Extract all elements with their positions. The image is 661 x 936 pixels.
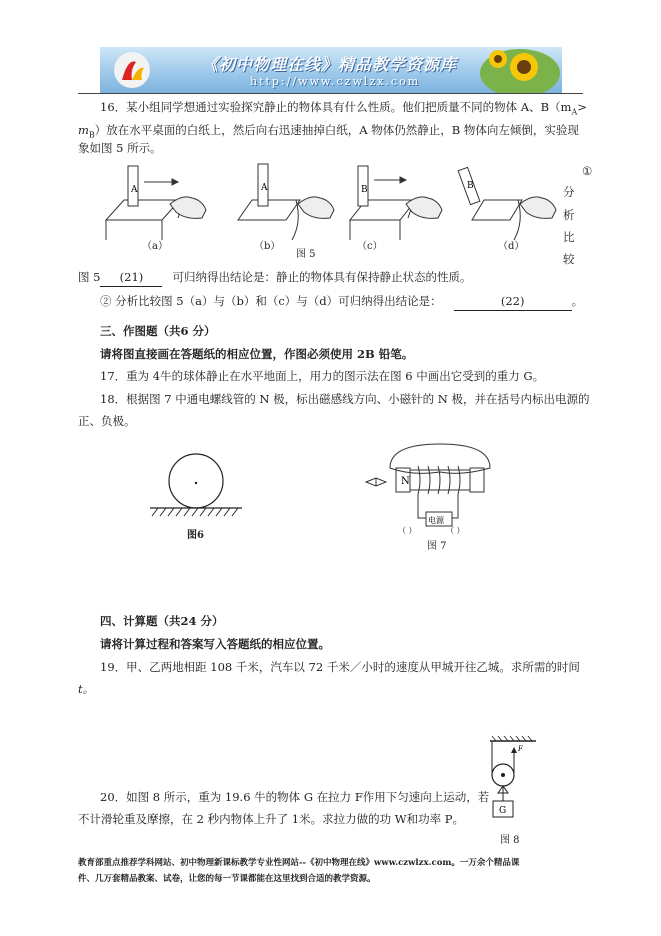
fig8-caption: 图 8: [500, 835, 520, 846]
block-b-label-c: B: [361, 185, 368, 195]
header-title: 《初中物理在线》精品教学资源库: [202, 55, 458, 74]
q19-line1: 19．甲、乙两地相距 108 千米，汽车以 72 千米／小时的速度从甲城开往乙城。求所需的时间: [100, 660, 580, 674]
q16-line1: [100, 98, 587, 121]
fig5d: [458, 167, 556, 240]
fig8-f-label: F: [518, 745, 523, 753]
figure-8: [484, 735, 544, 830]
fig7-paren-left: （ ）: [398, 526, 417, 535]
fig7-paren-right: （ ）: [446, 526, 465, 535]
fig5-label-d: （d）: [498, 241, 525, 252]
q16-m: m: [78, 123, 89, 137]
header-banner: [100, 47, 562, 93]
fig5c: [350, 166, 442, 240]
q16-line1-text: 16．某小组同学想通过实验探究静止的物体具有什么性质。他们把质量不同的物体 A、B（m: [100, 100, 572, 114]
q16-line4-prefix: 图 5: [78, 270, 101, 284]
q16-line4-suffix: 可归纳得出结论是：静止的物体具有保持静止状态的性质。: [172, 270, 472, 284]
q19-line2: t。: [78, 682, 95, 696]
section3-heading: 三、作图题（共6 分）: [100, 324, 216, 338]
q20-line1: 20．如图 8 所示，重为 19.6 牛的物体 G 在拉力 F作用下匀速向上运动，若: [100, 790, 490, 804]
q18-line2: 正、负极。: [78, 414, 136, 428]
figure-6: [148, 452, 244, 522]
circled-one: ①: [582, 164, 593, 178]
q16-sub-a: A: [571, 107, 578, 117]
figure-7: [362, 440, 494, 538]
section4-heading: 四、计算题（共24 分）: [100, 614, 224, 628]
figure-5: [100, 158, 560, 258]
fig8-g-label: G: [499, 806, 507, 816]
fig5a: [106, 166, 206, 240]
fig6-caption: 图6: [187, 530, 204, 541]
block-b-label-d: B: [467, 181, 474, 191]
fig5-label-a: （a）: [142, 241, 168, 252]
logo-icon: [112, 50, 152, 90]
q16-line2-text: ）放在水平桌面的白纸上，然后向右迅速抽掉白纸，A 物体仍然静止，B 物体向左倾倒，实验现: [94, 123, 579, 137]
q18-line1: 18．根据图 7 中通电螺线管的 N 极，标出磁感线方向、小磁针的 N 极，并在括号内标出电源的: [100, 392, 590, 406]
side-char-4: 较: [563, 252, 575, 266]
header-url: http://www.czwlzx.com: [250, 75, 421, 88]
section4-instruction: 请将计算过程和答案写入答题纸的相应位置。: [100, 637, 330, 651]
fig5-caption: 图 5: [296, 249, 316, 260]
section3-instruction: 请将图直接画在答题纸的相应位置，作图必须使用 2B 铅笔。: [100, 347, 414, 361]
side-char-2: 析: [563, 208, 575, 222]
fig7-n-label: N: [401, 476, 410, 487]
q16-line5: [100, 292, 583, 311]
q16-sub-b: B: [88, 130, 95, 140]
fig5-label-c: （c）: [357, 241, 383, 252]
blank-21: (21): [100, 268, 162, 287]
side-char-3: 比: [563, 230, 575, 244]
q16-line4: [78, 268, 471, 287]
q16-line3: 象如图 5 所示。: [78, 141, 162, 155]
fig7-caption: 图 7: [427, 541, 447, 552]
q16-line5-prefix: ② 分析比较图 5（a）与（b）和（c）与（d）可归纳得出结论是：: [100, 294, 442, 308]
q17-text: 17．重为 4牛的球体静止在水平地面上，用力的图示法在图 6 中画出它受到的重力 G。: [100, 369, 545, 383]
fig7-power-label: 电源: [428, 516, 444, 525]
q16-gt: >: [577, 100, 587, 114]
block-a-label-a: A: [131, 185, 138, 195]
q16-line5-suffix: 。: [571, 294, 584, 308]
footer-line1: 教育部重点推荐学科网站、初中物理新课标教学专业性网站--《初中物理在线》www.czwlzx.com。一万余个精品课: [78, 858, 520, 868]
block-a-label-b: A: [261, 183, 268, 193]
header-divider: [78, 93, 583, 94]
fig5b: [238, 164, 334, 240]
q20-line2: 不计滑轮重及摩擦，在 2 秒内物体上升了 1米。求拉力做的功 W和功率 P。: [78, 812, 464, 826]
fig5-label-b: （b）: [254, 241, 281, 252]
footer-line2: 件、几万套精品教案、试卷，让您的每一节课都能在这里找到合适的教学资源。: [78, 874, 376, 884]
side-char-1: 分: [563, 185, 575, 199]
blank-22: (22): [454, 292, 572, 311]
sunflower-icon: [478, 47, 562, 93]
